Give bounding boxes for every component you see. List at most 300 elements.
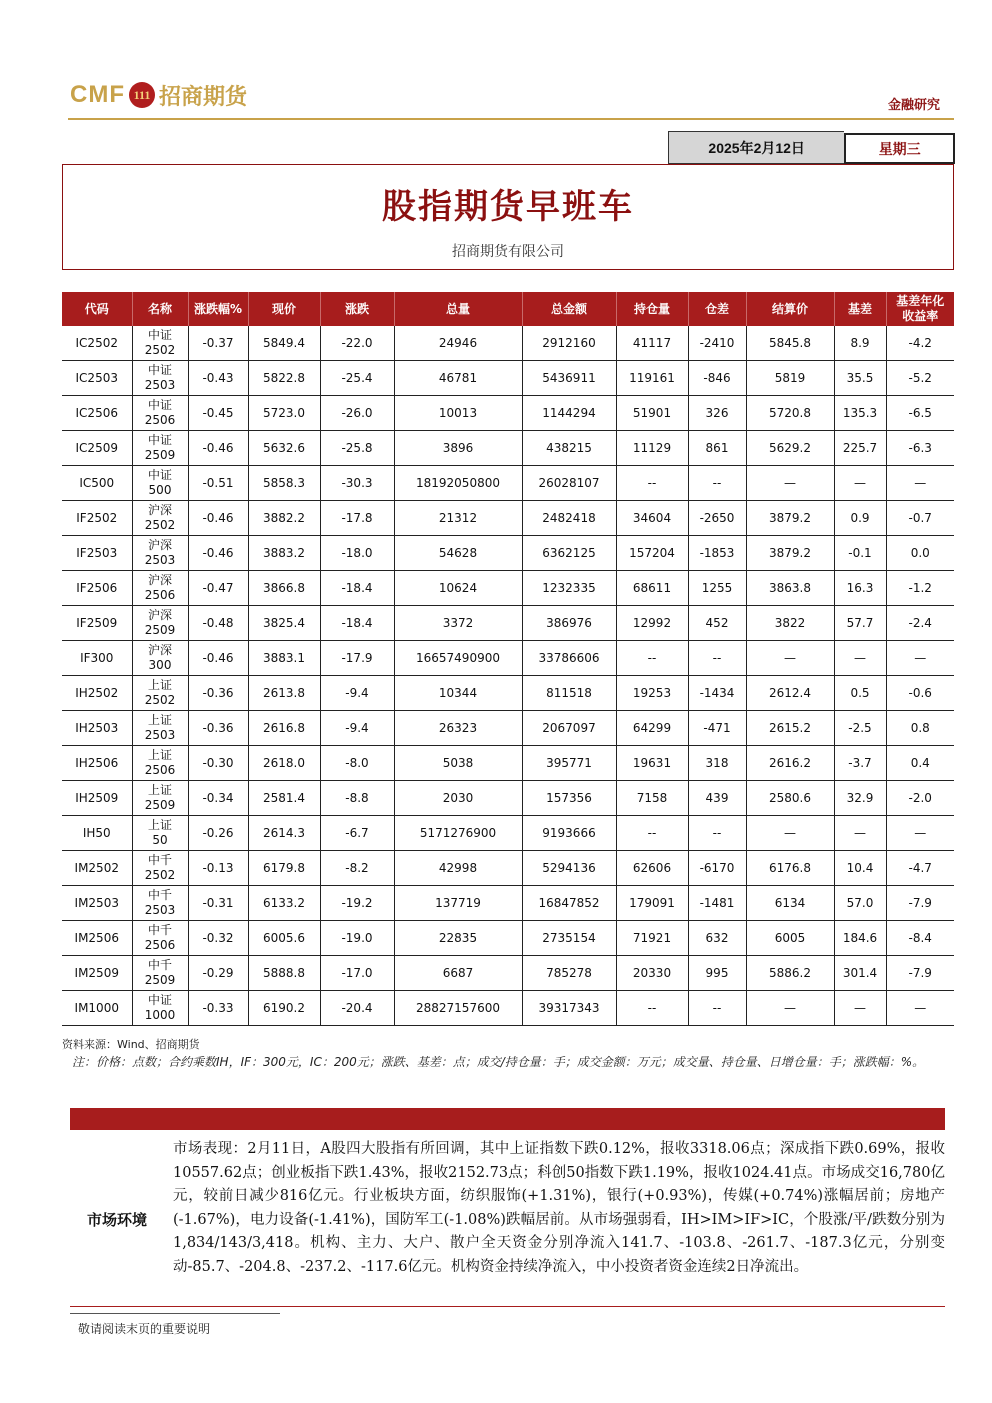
cell-basis: 225.7 bbox=[834, 431, 886, 466]
cell-chg: -18.4 bbox=[320, 571, 394, 606]
table-row bbox=[62, 746, 954, 781]
cell-oi: 41117 bbox=[616, 326, 688, 361]
cell-oi: -- bbox=[616, 816, 688, 851]
cell-amt: 2482418 bbox=[522, 501, 616, 536]
cell-name-line1: 中千 bbox=[147, 923, 172, 937]
cell-chg: -9.4 bbox=[320, 711, 394, 746]
cell-oichg: 452 bbox=[688, 606, 746, 641]
cell-chg: -18.4 bbox=[320, 606, 394, 641]
cell-name bbox=[132, 921, 188, 956]
col-header: 现价 bbox=[248, 292, 320, 326]
cell-chg: -6.7 bbox=[320, 816, 394, 851]
cell-ann: — bbox=[886, 991, 954, 1026]
cell-oi: 71921 bbox=[616, 921, 688, 956]
col-header: 涨跌 bbox=[320, 292, 394, 326]
cell-ann: 0.0 bbox=[886, 536, 954, 571]
cell-vol: 28827157600 bbox=[394, 991, 522, 1026]
cell-basis: 35.5 bbox=[834, 361, 886, 396]
cell-pct: -0.29 bbox=[188, 956, 248, 991]
cell-price: 3883.2 bbox=[248, 536, 320, 571]
cell-name bbox=[132, 991, 188, 1026]
cell-price: 3882.2 bbox=[248, 501, 320, 536]
cell-basis: 0.9 bbox=[834, 501, 886, 536]
cell-basis: 57.7 bbox=[834, 606, 886, 641]
cell-oichg: -846 bbox=[688, 361, 746, 396]
cell-code: IH2502 bbox=[62, 676, 132, 711]
cell-vol: 3896 bbox=[394, 431, 522, 466]
cell-chg: -26.0 bbox=[320, 396, 394, 431]
cell-name-line2: 2506 bbox=[144, 938, 176, 952]
cell-pct: -0.46 bbox=[188, 536, 248, 571]
cell-name bbox=[132, 501, 188, 536]
cell-price: 2618.0 bbox=[248, 746, 320, 781]
cell-price: 5632.6 bbox=[248, 431, 320, 466]
col-header: 结算价 bbox=[746, 292, 834, 326]
cell-amt: 5294136 bbox=[522, 851, 616, 886]
cell-chg: -17.0 bbox=[320, 956, 394, 991]
cell-price: 2614.3 bbox=[248, 816, 320, 851]
cell-vol: 42998 bbox=[394, 851, 522, 886]
cell-code: IH2506 bbox=[62, 746, 132, 781]
cell-oichg: 1255 bbox=[688, 571, 746, 606]
cell-oi: 179091 bbox=[616, 886, 688, 921]
cell-pct: -0.36 bbox=[188, 676, 248, 711]
cell-price: 6190.2 bbox=[248, 991, 320, 1026]
table-row bbox=[62, 466, 954, 501]
cell-name-line2: 2502 bbox=[144, 693, 176, 707]
cell-price: 2616.8 bbox=[248, 711, 320, 746]
cell-code: IM2506 bbox=[62, 921, 132, 956]
cell-oi: 19631 bbox=[616, 746, 688, 781]
cell-chg: -19.2 bbox=[320, 886, 394, 921]
table-row bbox=[62, 711, 954, 746]
logo-mark-icon: 111 bbox=[129, 82, 155, 108]
cell-code: IC2502 bbox=[62, 326, 132, 361]
cell-pct: -0.46 bbox=[188, 431, 248, 466]
cell-oi: 20330 bbox=[616, 956, 688, 991]
cell-basis: — bbox=[834, 991, 886, 1026]
cell-settle: 5720.8 bbox=[746, 396, 834, 431]
cell-pct: -0.32 bbox=[188, 921, 248, 956]
cell-amt: 33786606 bbox=[522, 641, 616, 676]
cell-price: 5888.8 bbox=[248, 956, 320, 991]
cell-name bbox=[132, 641, 188, 676]
cell-oi: 68611 bbox=[616, 571, 688, 606]
cell-pct: -0.37 bbox=[188, 326, 248, 361]
cell-name bbox=[132, 396, 188, 431]
cell-name-line1: 上证 bbox=[147, 818, 172, 832]
cell-chg: -25.8 bbox=[320, 431, 394, 466]
table-row bbox=[62, 991, 954, 1026]
table-row bbox=[62, 886, 954, 921]
cell-ann: -6.5 bbox=[886, 396, 954, 431]
cell-ann: 0.8 bbox=[886, 711, 954, 746]
cell-name-line2: 2509 bbox=[144, 798, 176, 812]
cell-chg: -8.8 bbox=[320, 781, 394, 816]
market-commentary: 市场表现：2月11日，A股四大股指有所回调，其中上证指数下跌0.12%，报收3318.06点；深成指下跌0.69%，报收10557.62点；创业板指下跌1.43%，报收2152.73点；科创50指数下跌1.19%，报收1024.41点。市场成交16,780亿元，较前日减少816亿元。行业板块方面，纺织服饰(+1.31%)，银行(+0.93%)，传媒(+0.74%)涨幅居前；房地产(-1.67%)，电力设备(-1.41%)，国防军工(-1.08%)跌幅居前。从市场强弱看，IH>IM>IF>IC，个股涨/平/跌数分别为1,834/143/3,418。机构、主力、大户、散户全天资金分别净流入141.7、-103.8、-261.7、-187.3亿元，分别变动-85.7、-204.8、-237.2、-117.6亿元。机构资金持续净流入，中小投资者资金连续2日净流出。 bbox=[173, 1141, 945, 1275]
cell-ann: -1.2 bbox=[886, 571, 954, 606]
cell-basis: 135.3 bbox=[834, 396, 886, 431]
cell-settle: 2580.6 bbox=[746, 781, 834, 816]
cell-ann: -0.7 bbox=[886, 501, 954, 536]
page-header bbox=[0, 0, 992, 130]
cell-oichg: 439 bbox=[688, 781, 746, 816]
cell-basis: — bbox=[834, 816, 886, 851]
table-row bbox=[62, 501, 954, 536]
market-section-label: 市场环境 bbox=[86, 1210, 147, 1229]
cell-vol: 5171276900 bbox=[394, 816, 522, 851]
cell-oichg: -2410 bbox=[688, 326, 746, 361]
cell-vol: 54628 bbox=[394, 536, 522, 571]
cell-pct: -0.43 bbox=[188, 361, 248, 396]
cell-pct: -0.33 bbox=[188, 991, 248, 1026]
col-header: 持仓量 bbox=[616, 292, 688, 326]
cell-settle: 3879.2 bbox=[746, 501, 834, 536]
cell-basis: 184.6 bbox=[834, 921, 886, 956]
cell-pct: -0.31 bbox=[188, 886, 248, 921]
cell-settle: 6176.8 bbox=[746, 851, 834, 886]
cell-name-line2: 2503 bbox=[144, 378, 176, 392]
cell-basis: 10.4 bbox=[834, 851, 886, 886]
cell-name-line1: 上证 bbox=[147, 713, 172, 727]
cell-oichg: -2650 bbox=[688, 501, 746, 536]
cell-name-line1: 沪深 bbox=[147, 503, 172, 517]
cell-price: 6179.8 bbox=[248, 851, 320, 886]
cell-name bbox=[132, 466, 188, 501]
cell-settle: 2616.2 bbox=[746, 746, 834, 781]
cell-vol: 10344 bbox=[394, 676, 522, 711]
cell-amt: 395771 bbox=[522, 746, 616, 781]
cell-oi: 7158 bbox=[616, 781, 688, 816]
cell-chg: -8.0 bbox=[320, 746, 394, 781]
cell-oi: -- bbox=[616, 991, 688, 1026]
cell-chg: -20.4 bbox=[320, 991, 394, 1026]
cell-oichg: 861 bbox=[688, 431, 746, 466]
cell-name bbox=[132, 781, 188, 816]
cell-vol: 24946 bbox=[394, 326, 522, 361]
table-row bbox=[62, 326, 954, 361]
cell-code: IF2509 bbox=[62, 606, 132, 641]
header-divider bbox=[68, 118, 954, 120]
cell-vol: 22835 bbox=[394, 921, 522, 956]
cell-price: 3825.4 bbox=[248, 606, 320, 641]
col-header: 仓差 bbox=[688, 292, 746, 326]
cell-name bbox=[132, 746, 188, 781]
cell-name-line1: 中千 bbox=[147, 958, 172, 972]
cell-chg: -17.9 bbox=[320, 641, 394, 676]
cell-name-line2: 2503 bbox=[144, 903, 176, 917]
cell-code: IC2503 bbox=[62, 361, 132, 396]
cell-code: IC2506 bbox=[62, 396, 132, 431]
cell-code: IF2502 bbox=[62, 501, 132, 536]
cell-settle: 5819 bbox=[746, 361, 834, 396]
cell-name-line2: 2506 bbox=[144, 588, 176, 602]
cell-name bbox=[132, 326, 188, 361]
cell-settle: — bbox=[746, 816, 834, 851]
table-row bbox=[62, 781, 954, 816]
cell-code: IH2509 bbox=[62, 781, 132, 816]
table-row bbox=[62, 606, 954, 641]
cell-settle: — bbox=[746, 991, 834, 1026]
cell-settle: 3863.8 bbox=[746, 571, 834, 606]
footer-disclaimer: 敬请阅读末页的重要说明 bbox=[78, 1322, 211, 1336]
cell-vol: 16657490900 bbox=[394, 641, 522, 676]
cell-price: 3883.1 bbox=[248, 641, 320, 676]
cell-vol: 10624 bbox=[394, 571, 522, 606]
cell-oichg: 632 bbox=[688, 921, 746, 956]
cell-oi: 19253 bbox=[616, 676, 688, 711]
cell-basis: — bbox=[834, 641, 886, 676]
cell-settle: 6134 bbox=[746, 886, 834, 921]
cell-code: IF2506 bbox=[62, 571, 132, 606]
report-date: 2025年2月12日 bbox=[668, 131, 844, 164]
cell-vol: 10013 bbox=[394, 396, 522, 431]
cell-name-line1: 中证 bbox=[147, 363, 172, 377]
cell-chg: -17.8 bbox=[320, 501, 394, 536]
cell-name bbox=[132, 886, 188, 921]
cell-name-line2: 2506 bbox=[144, 763, 176, 777]
cell-name bbox=[132, 606, 188, 641]
cell-ann: 0.4 bbox=[886, 746, 954, 781]
cell-price: 5822.8 bbox=[248, 361, 320, 396]
cell-oi: 12992 bbox=[616, 606, 688, 641]
cell-name-line1: 沪深 bbox=[147, 608, 172, 622]
col-header: 总量 bbox=[394, 292, 522, 326]
cell-ann: — bbox=[886, 641, 954, 676]
cell-name-line1: 中千 bbox=[147, 888, 172, 902]
cell-pct: -0.45 bbox=[188, 396, 248, 431]
col-header: 代码 bbox=[62, 292, 132, 326]
cell-oi: 51901 bbox=[616, 396, 688, 431]
cell-vol: 26323 bbox=[394, 711, 522, 746]
cell-name-line2: 2502 bbox=[144, 868, 176, 882]
cell-basis: 8.9 bbox=[834, 326, 886, 361]
table-row bbox=[62, 816, 954, 851]
cell-name bbox=[132, 816, 188, 851]
cell-amt: 1232335 bbox=[522, 571, 616, 606]
cell-name bbox=[132, 431, 188, 466]
cell-vol: 2030 bbox=[394, 781, 522, 816]
cell-amt: 6362125 bbox=[522, 536, 616, 571]
cell-vol: 137719 bbox=[394, 886, 522, 921]
cell-ann: -0.6 bbox=[886, 676, 954, 711]
cell-oi: 62606 bbox=[616, 851, 688, 886]
cell-pct: -0.46 bbox=[188, 641, 248, 676]
cell-settle: — bbox=[746, 466, 834, 501]
cell-amt: 1144294 bbox=[522, 396, 616, 431]
cell-name-line1: 沪深 bbox=[147, 538, 172, 552]
cell-name-line1: 沪深 bbox=[147, 573, 172, 587]
cell-ann: -4.7 bbox=[886, 851, 954, 886]
cell-settle: 2612.4 bbox=[746, 676, 834, 711]
cell-name bbox=[132, 536, 188, 571]
cell-vol: 18192050800 bbox=[394, 466, 522, 501]
cell-amt: 26028107 bbox=[522, 466, 616, 501]
data-source: 资料来源：Wind、招商期货 bbox=[62, 1038, 200, 1051]
cell-chg: -22.0 bbox=[320, 326, 394, 361]
cell-name-line2: 300 bbox=[148, 658, 172, 672]
col-header: 总金额 bbox=[522, 292, 616, 326]
table-row bbox=[62, 536, 954, 571]
cell-name-line1: 上证 bbox=[147, 678, 172, 692]
cell-pct: -0.48 bbox=[188, 606, 248, 641]
cell-oichg: -471 bbox=[688, 711, 746, 746]
cell-price: 6133.2 bbox=[248, 886, 320, 921]
cell-name-line2: 1000 bbox=[144, 1008, 176, 1022]
cell-code: IM1000 bbox=[62, 991, 132, 1026]
col-header: 基差 bbox=[834, 292, 886, 326]
cell-code: IH50 bbox=[62, 816, 132, 851]
cell-ann: -8.4 bbox=[886, 921, 954, 956]
cell-settle: — bbox=[746, 641, 834, 676]
cell-amt: 811518 bbox=[522, 676, 616, 711]
cell-name-line1: 上证 bbox=[147, 748, 172, 762]
cell-basis: 57.0 bbox=[834, 886, 886, 921]
cell-name-line2: 50 bbox=[152, 833, 168, 847]
cell-name-line1: 中证 bbox=[147, 398, 172, 412]
col-header: 基差年化收益率 bbox=[886, 292, 954, 326]
cell-amt: 2067097 bbox=[522, 711, 616, 746]
cell-amt: 39317343 bbox=[522, 991, 616, 1026]
col-header: 涨跌幅% bbox=[188, 292, 248, 326]
cell-ann: -2.0 bbox=[886, 781, 954, 816]
cell-oichg: -6170 bbox=[688, 851, 746, 886]
cell-basis: -2.5 bbox=[834, 711, 886, 746]
cell-amt: 438215 bbox=[522, 431, 616, 466]
cell-price: 2613.8 bbox=[248, 676, 320, 711]
cell-pct: -0.51 bbox=[188, 466, 248, 501]
cell-basis: 301.4 bbox=[834, 956, 886, 991]
cell-oi: 11129 bbox=[616, 431, 688, 466]
table-row bbox=[62, 851, 954, 886]
table-row bbox=[62, 921, 954, 956]
cell-code: IM2509 bbox=[62, 956, 132, 991]
cell-name bbox=[132, 676, 188, 711]
cell-pct: -0.30 bbox=[188, 746, 248, 781]
report-weekday: 星期三 bbox=[844, 133, 955, 164]
cell-basis: — bbox=[834, 466, 886, 501]
cell-ann: — bbox=[886, 816, 954, 851]
cell-settle: 2615.2 bbox=[746, 711, 834, 746]
cell-code: IF300 bbox=[62, 641, 132, 676]
cell-oichg: -- bbox=[688, 641, 746, 676]
title-box bbox=[62, 164, 954, 270]
cell-name bbox=[132, 711, 188, 746]
cell-name-line2: 2509 bbox=[144, 623, 176, 637]
cell-ann: — bbox=[886, 466, 954, 501]
cell-name-line2: 2509 bbox=[144, 973, 176, 987]
cell-price: 3866.8 bbox=[248, 571, 320, 606]
cell-oichg: 318 bbox=[688, 746, 746, 781]
cell-name-line1: 中千 bbox=[147, 853, 172, 867]
cell-pct: -0.26 bbox=[188, 816, 248, 851]
cell-pct: -0.13 bbox=[188, 851, 248, 886]
section-bar bbox=[70, 1108, 945, 1130]
cell-pct: -0.36 bbox=[188, 711, 248, 746]
cell-code: IH2503 bbox=[62, 711, 132, 746]
cell-ann: -5.2 bbox=[886, 361, 954, 396]
cell-price: 5723.0 bbox=[248, 396, 320, 431]
col-header: 名称 bbox=[132, 292, 188, 326]
cell-oi: -- bbox=[616, 641, 688, 676]
cell-vol: 46781 bbox=[394, 361, 522, 396]
cell-basis: -0.1 bbox=[834, 536, 886, 571]
cell-pct: -0.47 bbox=[188, 571, 248, 606]
cell-oichg: -- bbox=[688, 991, 746, 1026]
cell-amt: 785278 bbox=[522, 956, 616, 991]
cell-settle: 6005 bbox=[746, 921, 834, 956]
cell-vol: 3372 bbox=[394, 606, 522, 641]
table-row bbox=[62, 641, 954, 676]
cell-name bbox=[132, 956, 188, 991]
cell-settle: 3822 bbox=[746, 606, 834, 641]
cell-amt: 2735154 bbox=[522, 921, 616, 956]
cell-settle: 5886.2 bbox=[746, 956, 834, 991]
cell-price: 5849.4 bbox=[248, 326, 320, 361]
cell-oi: 34604 bbox=[616, 501, 688, 536]
cell-name-line1: 上证 bbox=[147, 783, 172, 797]
cell-basis: -3.7 bbox=[834, 746, 886, 781]
table-row bbox=[62, 676, 954, 711]
cell-chg: -8.2 bbox=[320, 851, 394, 886]
table-header-row bbox=[62, 292, 954, 326]
cell-oichg: -1434 bbox=[688, 676, 746, 711]
table-row bbox=[62, 396, 954, 431]
cell-oichg: -- bbox=[688, 816, 746, 851]
cell-name-line2: 2502 bbox=[144, 518, 176, 532]
cell-name bbox=[132, 851, 188, 886]
cell-ann: -7.9 bbox=[886, 886, 954, 921]
cell-name bbox=[132, 571, 188, 606]
cell-amt: 157356 bbox=[522, 781, 616, 816]
report-title: 股指期货早班车 bbox=[382, 187, 634, 227]
cell-settle: 5845.8 bbox=[746, 326, 834, 361]
cell-vol: 21312 bbox=[394, 501, 522, 536]
cell-ann: -2.4 bbox=[886, 606, 954, 641]
table-row bbox=[62, 956, 954, 991]
cell-oi: -- bbox=[616, 466, 688, 501]
cell-oichg: 326 bbox=[688, 396, 746, 431]
date-bar bbox=[668, 131, 955, 164]
cell-ann: -7.9 bbox=[886, 956, 954, 991]
cell-name-line2: 2509 bbox=[144, 448, 176, 462]
cell-pct: -0.46 bbox=[188, 501, 248, 536]
cell-name-line1: 中证 bbox=[147, 328, 172, 342]
cell-settle: 5629.2 bbox=[746, 431, 834, 466]
table-row bbox=[62, 571, 954, 606]
cell-name-line1: 沪深 bbox=[147, 643, 172, 657]
cell-ann: -6.3 bbox=[886, 431, 954, 466]
table-row bbox=[62, 361, 954, 396]
cell-code: IC2509 bbox=[62, 431, 132, 466]
cell-code: IM2502 bbox=[62, 851, 132, 886]
cell-oichg: -- bbox=[688, 466, 746, 501]
cell-pct: -0.34 bbox=[188, 781, 248, 816]
table-row bbox=[62, 431, 954, 466]
cell-vol: 6687 bbox=[394, 956, 522, 991]
section-divider bbox=[70, 1306, 945, 1307]
cell-name-line2: 2503 bbox=[144, 553, 176, 567]
report-publisher: 招商期货有限公司 bbox=[452, 244, 564, 260]
cell-name-line1: 中证 bbox=[147, 433, 172, 447]
cell-chg: -9.4 bbox=[320, 676, 394, 711]
cell-price: 5858.3 bbox=[248, 466, 320, 501]
cell-name-line1: 中证 bbox=[147, 993, 172, 1007]
cell-amt: 2912160 bbox=[522, 326, 616, 361]
cell-amt: 9193666 bbox=[522, 816, 616, 851]
cell-settle: 3879.2 bbox=[746, 536, 834, 571]
cell-name-line2: 2502 bbox=[144, 343, 176, 357]
